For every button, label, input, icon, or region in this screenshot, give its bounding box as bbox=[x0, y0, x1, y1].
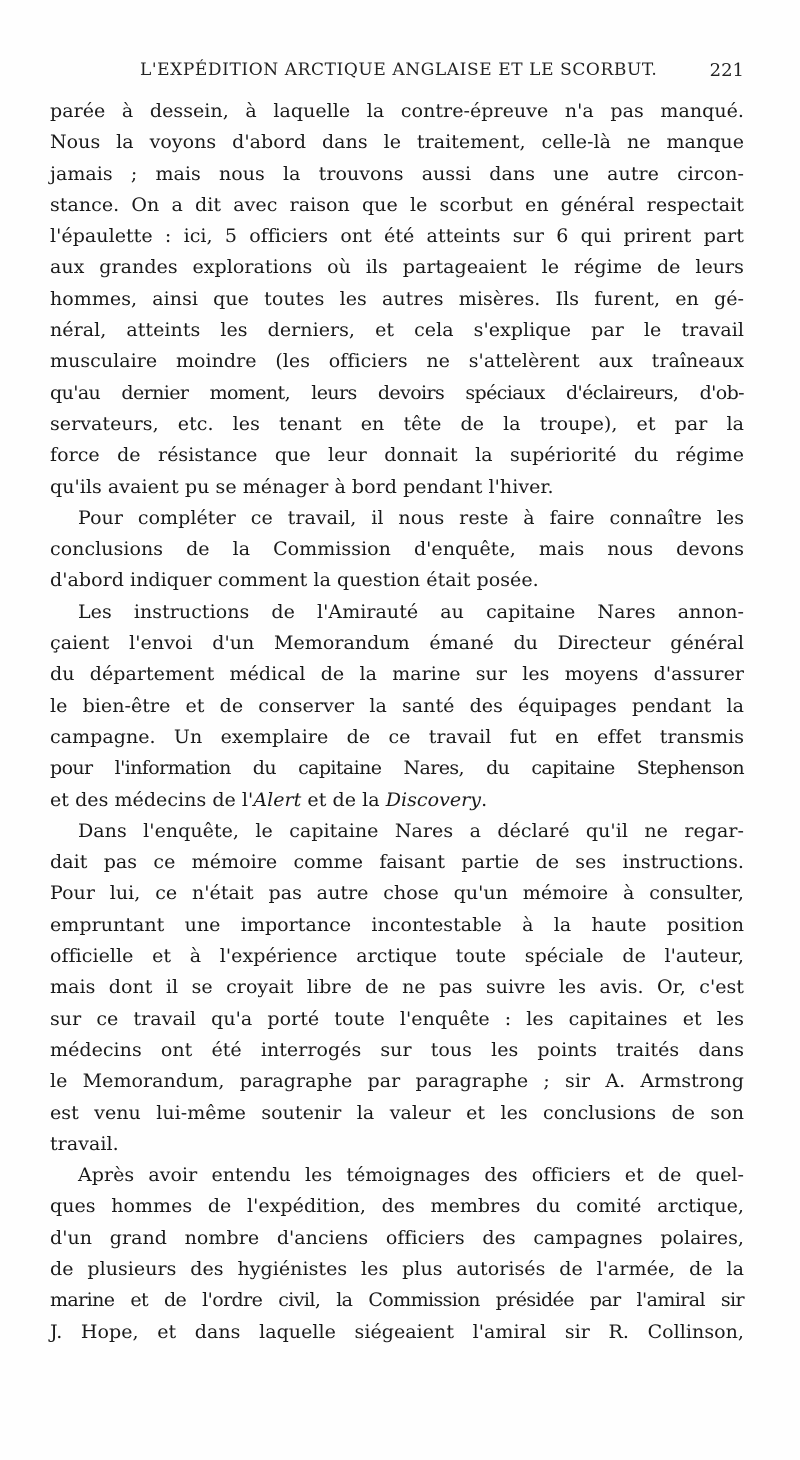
running-header bbox=[52, 60, 748, 90]
ship-name-alert: Alert bbox=[253, 788, 302, 811]
ship-name-discovery: Discovery bbox=[385, 788, 482, 811]
text-line: dait pas ce mémoire comme faisant partie de ses instructions. bbox=[50, 851, 744, 874]
text-line: jamais ; mais nous la trouvons aussi dans une autre circon- bbox=[50, 162, 744, 185]
text-fragment: et des médecins de l' bbox=[50, 788, 254, 811]
paragraph bbox=[50, 1160, 744, 1348]
paragraph bbox=[50, 96, 744, 503]
page-number: 221 bbox=[709, 60, 744, 81]
text-line: çaient l'envoi d'un Memorandum émané du Directeur général bbox=[50, 632, 744, 655]
text-line: force de résistance que leur donnait la supériorité du régime bbox=[50, 444, 744, 467]
paragraph bbox=[50, 816, 744, 1160]
text-line: Dans l'enquête, le capitaine Nares a déclaré qu'il ne regar- bbox=[78, 819, 744, 842]
text-line: campagne. Un exemplaire de ce travail fut en effet transmis bbox=[50, 725, 744, 748]
text-line: Après avoir entendu les témoignages des officiers et de quel- bbox=[78, 1164, 744, 1187]
text-line: le bien-être et de conserver la santé des équipages pendant la bbox=[50, 694, 744, 717]
text-line: officielle et à l'expérience arctique toute spéciale de l'auteur, bbox=[50, 945, 744, 968]
text-line: médecins ont été interrogés sur tous les points traités dans bbox=[50, 1038, 744, 1061]
text-line: pour l'information du capitaine Nares, du capitaine Stephenson bbox=[50, 757, 744, 780]
text-line: néral, atteints les derniers, et cela s'explique par le travail bbox=[50, 319, 744, 342]
text-line: aux grandes explorations où ils partageaient le régime de leurs bbox=[50, 256, 744, 279]
text-line: qu'ils avaient pu se ménager à bord pendant l'hiver. bbox=[50, 475, 554, 498]
text-line: Nous la voyons d'abord dans le traitement, celle-là ne manque bbox=[50, 131, 744, 154]
text-line: hommes, ainsi que toutes les autres misères. Ils furent, en gé- bbox=[50, 287, 744, 310]
text-line: travail. bbox=[50, 1132, 119, 1155]
text-line: J. Hope, et dans laquelle siégeaient l'amiral sir R. Collinson, bbox=[50, 1320, 744, 1343]
text-line: empruntant une importance incontestable à la haute position bbox=[50, 913, 744, 936]
text-line bbox=[50, 785, 744, 816]
text-line: servateurs, etc. les tenant en tête de la troupe), et par la bbox=[50, 412, 744, 435]
text-line: conclusions de la Commission d'enquête, mais nous devons bbox=[50, 538, 744, 561]
text-line: du département médical de la marine sur les moyens d'assurer bbox=[50, 663, 744, 686]
text-line: marine et de l'ordre civil, la Commission présidée par l'amiral sir bbox=[50, 1289, 744, 1312]
text-line: Pour compléter ce travail, il nous reste à faire connaître les bbox=[78, 506, 744, 529]
text-line: parée à dessein, à laquelle la contre-épreuve n'a pas manqué. bbox=[50, 100, 744, 122]
paragraph bbox=[50, 503, 744, 597]
text-line: mais dont il se croyait libre de ne pas suivre les avis. Or, c'est bbox=[50, 976, 744, 999]
text-line: l'épaulette : ici, 5 officiers ont été atteints sur 6 qui prirent part bbox=[50, 225, 744, 248]
text-line: d'abord indiquer comment la question était posée. bbox=[50, 569, 539, 592]
text-line: stance. On a dit avec raison que le scorbut en général respectait bbox=[50, 193, 744, 216]
text-line: Les instructions de l'Amirauté au capitaine Nares annon- bbox=[78, 600, 744, 623]
text-line: est venu lui-même soutenir la valeur et les conclusions de son bbox=[50, 1101, 744, 1124]
text-line: musculaire moindre (les officiers ne s'attelèrent aux traîneaux bbox=[50, 350, 744, 373]
text-line: d'un grand nombre d'anciens officiers des campagnes polaires, bbox=[50, 1226, 744, 1249]
text-fragment: et de la bbox=[301, 788, 386, 811]
text-fragment: . bbox=[481, 788, 488, 811]
text-line: le Memorandum, paragraphe par paragraphe ; sir A. Armstrong bbox=[50, 1070, 744, 1093]
running-title: L'EXPÉDITION ARCTIQUE ANGLAISE ET LE SCORBUT. bbox=[140, 60, 658, 80]
text-line: sur ce travail qu'a porté toute l'enquête : les capitaines et les bbox=[50, 1007, 744, 1030]
text-line: ques hommes de l'expédition, des membres du comité arctique, bbox=[50, 1195, 744, 1218]
paragraph bbox=[50, 597, 744, 816]
body-text bbox=[50, 96, 744, 1348]
text-line: de plusieurs des hygiénistes les plus autorisés de l'armée, de la bbox=[50, 1257, 744, 1280]
text-line: qu'au dernier moment, leurs devoirs spéciaux d'éclaireurs, d'ob- bbox=[50, 381, 744, 404]
text-line: Pour lui, ce n'était pas autre chose qu'un mémoire à consulter, bbox=[50, 882, 744, 905]
